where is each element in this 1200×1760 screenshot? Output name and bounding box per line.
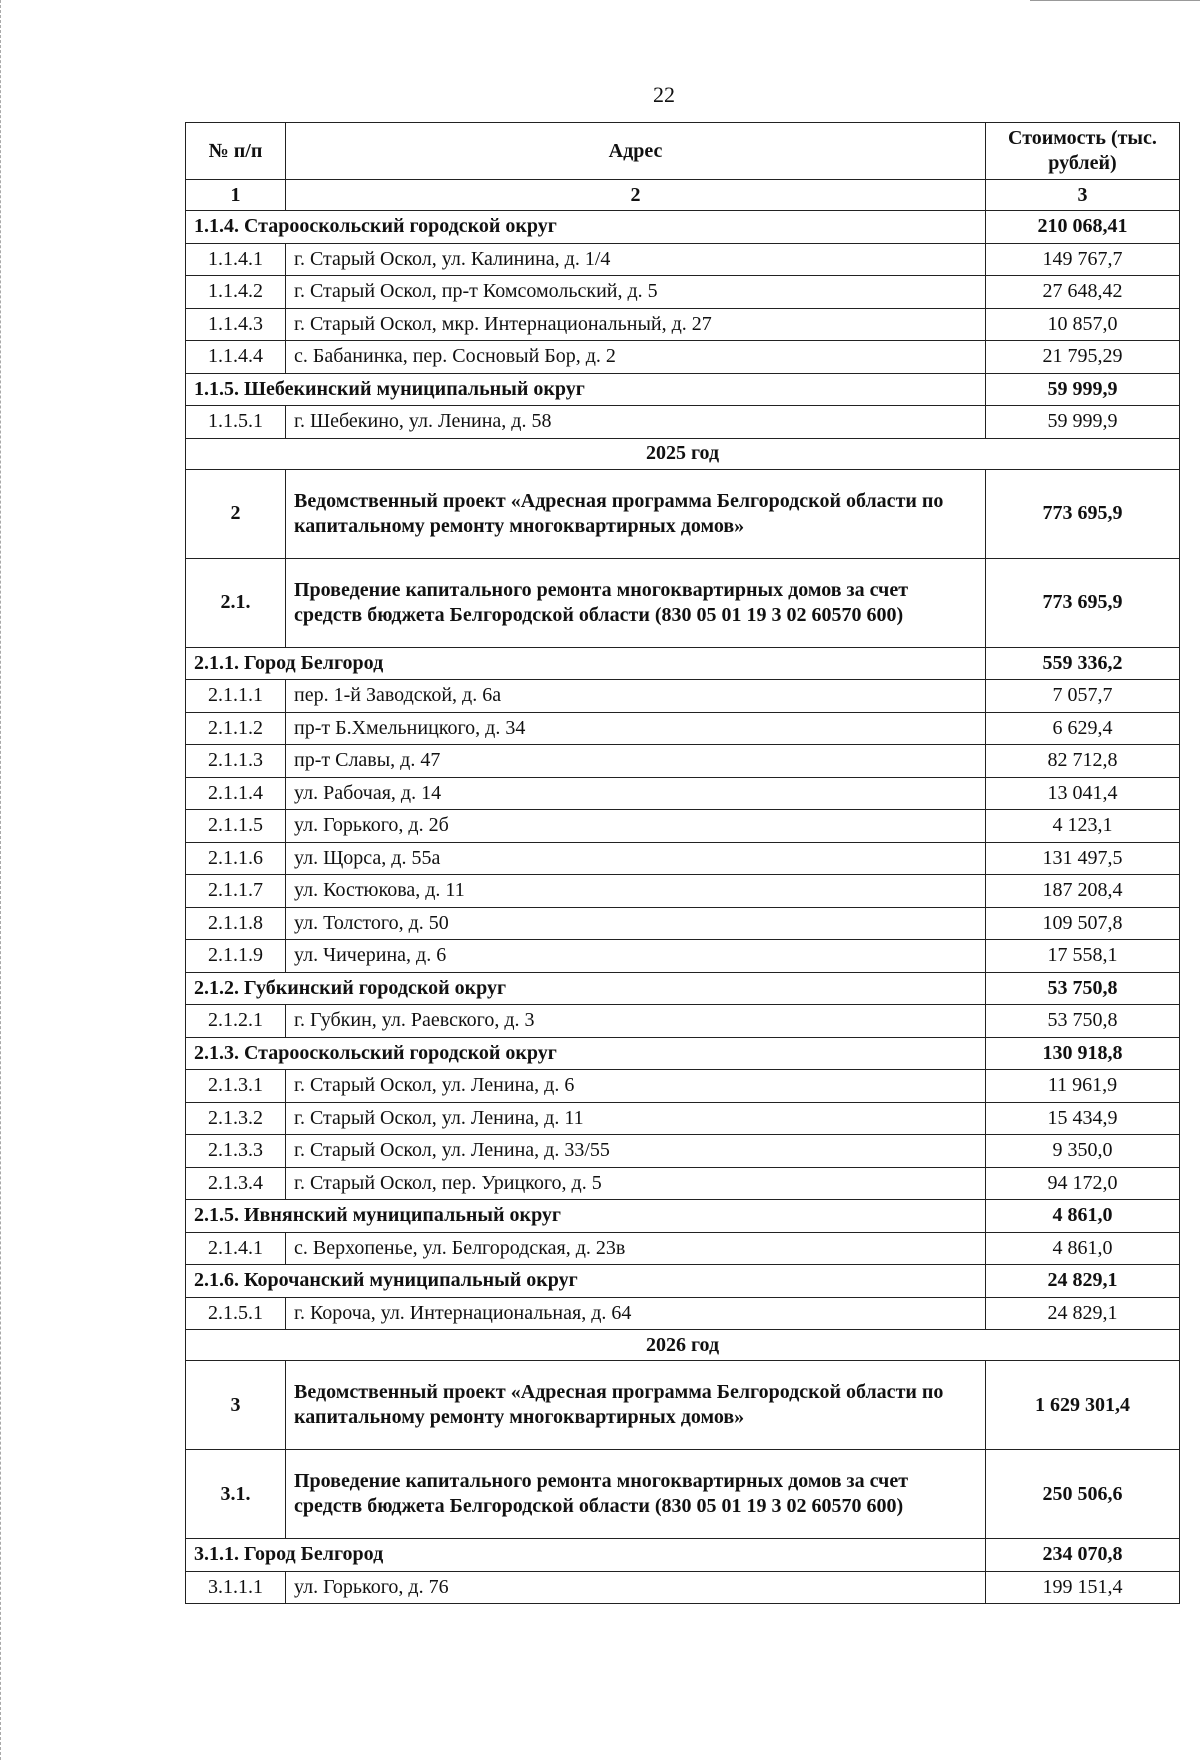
table-row [186,406,1180,439]
row-address: ул. Рабочая, д. 14 [286,777,986,810]
project-row [186,1361,1180,1450]
row-number: 2.1.1.6 [186,842,286,875]
row-address: г. Старый Оскол, пер. Урицкого, д. 5 [286,1167,986,1200]
table-row [186,276,1180,309]
project-number: 3.1. [186,1450,286,1539]
group-label: 2.1.1. Город Белгород [186,647,986,680]
table-row [186,810,1180,843]
row-number: 1.1.4.3 [186,308,286,341]
row-cost: 7 057,7 [986,680,1180,713]
project-title: Проведение капитального ремонта многоквартирных домов за счет средств бюджета Белгородской области (830 05 01 19 3 02 60570 600) [286,558,986,647]
row-address: пер. 1-й Заводской, д. 6а [286,680,986,713]
row-number: 2.1.3.4 [186,1167,286,1200]
group-label: 2.1.6. Корочанский муниципальный округ [186,1265,986,1298]
table-row [186,875,1180,908]
row-cost: 109 507,8 [986,907,1180,940]
row-number: 1.1.4.1 [186,243,286,276]
group-cost: 59 999,9 [986,373,1180,406]
table-row [186,243,1180,276]
row-number: 2.1.1.1 [186,680,286,713]
row-address: ул. Горького, д. 76 [286,1571,986,1604]
group-label: 2.1.3. Старооскольский городской округ [186,1037,986,1070]
row-number: 1.1.4.2 [186,276,286,309]
row-number: 2.1.3.2 [186,1102,286,1135]
row-cost: 53 750,8 [986,1005,1180,1038]
row-address: ул. Щорса, д. 55а [286,842,986,875]
group-label: 2.1.5. Ивнянский муниципальный округ [186,1200,986,1233]
group-subtotal-row [186,647,1180,680]
year-heading-row [186,1330,1180,1361]
project-number: 3 [186,1361,286,1450]
column-index-1: 1 [186,180,286,211]
table-row [186,1005,1180,1038]
row-address: г. Шебекино, ул. Ленина, д. 58 [286,406,986,439]
column-index-row [186,180,1180,211]
group-subtotal-row [186,1037,1180,1070]
row-cost: 10 857,0 [986,308,1180,341]
project-title: Ведомственный проект «Адресная программа Белгородской области по капитальному ремонту многоквартирных домов» [286,469,986,558]
group-cost: 130 918,8 [986,1037,1180,1070]
row-address: г. Короча, ул. Интернациональная, д. 64 [286,1297,986,1330]
table-row [186,1070,1180,1103]
row-number: 2.1.1.2 [186,712,286,745]
project-cost: 773 695,9 [986,469,1180,558]
header-num: № п/п [186,123,286,180]
group-subtotal-row [186,1539,1180,1572]
row-number: 2.1.5.1 [186,1297,286,1330]
row-number: 2.1.1.7 [186,875,286,908]
table-row [186,842,1180,875]
row-number: 2.1.2.1 [186,1005,286,1038]
row-cost: 131 497,5 [986,842,1180,875]
row-number: 1.1.4.4 [186,341,286,374]
group-subtotal-row [186,1200,1180,1233]
table-body [186,211,1180,1604]
table-row [186,1232,1180,1265]
row-number: 2.1.1.4 [186,777,286,810]
year-label: 2025 год [186,438,1180,469]
row-cost: 11 961,9 [986,1070,1180,1103]
row-cost: 15 434,9 [986,1102,1180,1135]
project-cost: 773 695,9 [986,558,1180,647]
group-cost: 53 750,8 [986,972,1180,1005]
table-row [186,680,1180,713]
column-index-3: 3 [986,180,1180,211]
group-label: 3.1.1. Город Белгород [186,1539,986,1572]
row-cost: 82 712,8 [986,745,1180,778]
group-cost: 559 336,2 [986,647,1180,680]
header-cost: Стоимость (тыс. рублей) [986,123,1180,180]
table-row [186,712,1180,745]
page-number: 22 [653,82,675,107]
table-row [186,341,1180,374]
row-address: пр-т Славы, д. 47 [286,745,986,778]
group-cost: 4 861,0 [986,1200,1180,1233]
group-cost: 210 068,41 [986,211,1180,244]
table-row [186,1167,1180,1200]
row-address: ул. Горького, д. 2б [286,810,986,843]
table-row [186,308,1180,341]
project-row [186,558,1180,647]
table-row [186,745,1180,778]
row-number: 2.1.1.9 [186,940,286,973]
row-address: г. Старый Оскол, ул. Калинина, д. 1/4 [286,243,986,276]
group-subtotal-row [186,972,1180,1005]
row-number: 2.1.1.5 [186,810,286,843]
group-label: 2.1.2. Губкинский городской округ [186,972,986,1005]
row-number: 1.1.5.1 [186,406,286,439]
group-subtotal-row [186,1265,1180,1298]
row-cost: 4 861,0 [986,1232,1180,1265]
row-address: г. Старый Оскол, мкр. Интернациональный, д. 27 [286,308,986,341]
project-row [186,469,1180,558]
row-cost: 4 123,1 [986,810,1180,843]
row-number: 2.1.3.3 [186,1135,286,1168]
project-cost: 1 629 301,4 [986,1361,1180,1450]
page-edge-line [1030,0,1200,1]
table-row [186,907,1180,940]
row-cost: 149 767,7 [986,243,1180,276]
row-address: пр-т Б.Хмельницкого, д. 34 [286,712,986,745]
row-number: 3.1.1.1 [186,1571,286,1604]
row-cost: 13 041,4 [986,777,1180,810]
table-row [186,777,1180,810]
address-program-table [185,122,1180,1604]
row-number: 2.1.4.1 [186,1232,286,1265]
group-subtotal-row [186,373,1180,406]
row-cost: 187 208,4 [986,875,1180,908]
row-cost: 17 558,1 [986,940,1180,973]
table-row [186,1297,1180,1330]
row-address: ул. Чичерина, д. 6 [286,940,986,973]
row-address: с. Бабанинка, пер. Сосновый Бор, д. 2 [286,341,986,374]
row-number: 2.1.3.1 [186,1070,286,1103]
row-address: с. Верхопенье, ул. Белгородская, д. 23в [286,1232,986,1265]
project-number: 2.1. [186,558,286,647]
row-address: г. Старый Оскол, пр-т Комсомольский, д. 5 [286,276,986,309]
project-row [186,1450,1180,1539]
table-row [186,1135,1180,1168]
year-heading-row [186,438,1180,469]
table-row [186,1102,1180,1135]
group-cost: 234 070,8 [986,1539,1180,1572]
row-cost: 94 172,0 [986,1167,1180,1200]
table-row [186,940,1180,973]
row-address: г. Старый Оскол, ул. Ленина, д. 11 [286,1102,986,1135]
row-number: 2.1.1.3 [186,745,286,778]
row-address: ул. Толстого, д. 50 [286,907,986,940]
year-label: 2026 год [186,1330,1180,1361]
header-address: Адрес [286,123,986,180]
row-cost: 59 999,9 [986,406,1180,439]
table-header-row [186,123,1180,180]
project-title: Ведомственный проект «Адресная программа Белгородской области по капитальному ремонту многоквартирных домов» [286,1361,986,1450]
page-left-edge [0,0,1,1760]
project-title: Проведение капитального ремонта многоквартирных домов за счет средств бюджета Белгородской области (830 05 01 19 3 02 60570 600) [286,1450,986,1539]
row-cost: 9 350,0 [986,1135,1180,1168]
row-address: г. Губкин, ул. Раевского, д. 3 [286,1005,986,1038]
group-subtotal-row [186,211,1180,244]
project-number: 2 [186,469,286,558]
row-cost: 6 629,4 [986,712,1180,745]
group-label: 1.1.4. Старооскольский городской округ [186,211,986,244]
row-cost: 27 648,42 [986,276,1180,309]
row-address: г. Старый Оскол, ул. Ленина, д. 33/55 [286,1135,986,1168]
group-cost: 24 829,1 [986,1265,1180,1298]
row-address: г. Старый Оскол, ул. Ленина, д. 6 [286,1070,986,1103]
row-address: ул. Костюкова, д. 11 [286,875,986,908]
table-row [186,1571,1180,1604]
row-cost: 24 829,1 [986,1297,1180,1330]
project-cost: 250 506,6 [986,1450,1180,1539]
row-cost: 199 151,4 [986,1571,1180,1604]
column-index-2: 2 [286,180,986,211]
row-cost: 21 795,29 [986,341,1180,374]
group-label: 1.1.5. Шебекинский муниципальный округ [186,373,986,406]
row-number: 2.1.1.8 [186,907,286,940]
